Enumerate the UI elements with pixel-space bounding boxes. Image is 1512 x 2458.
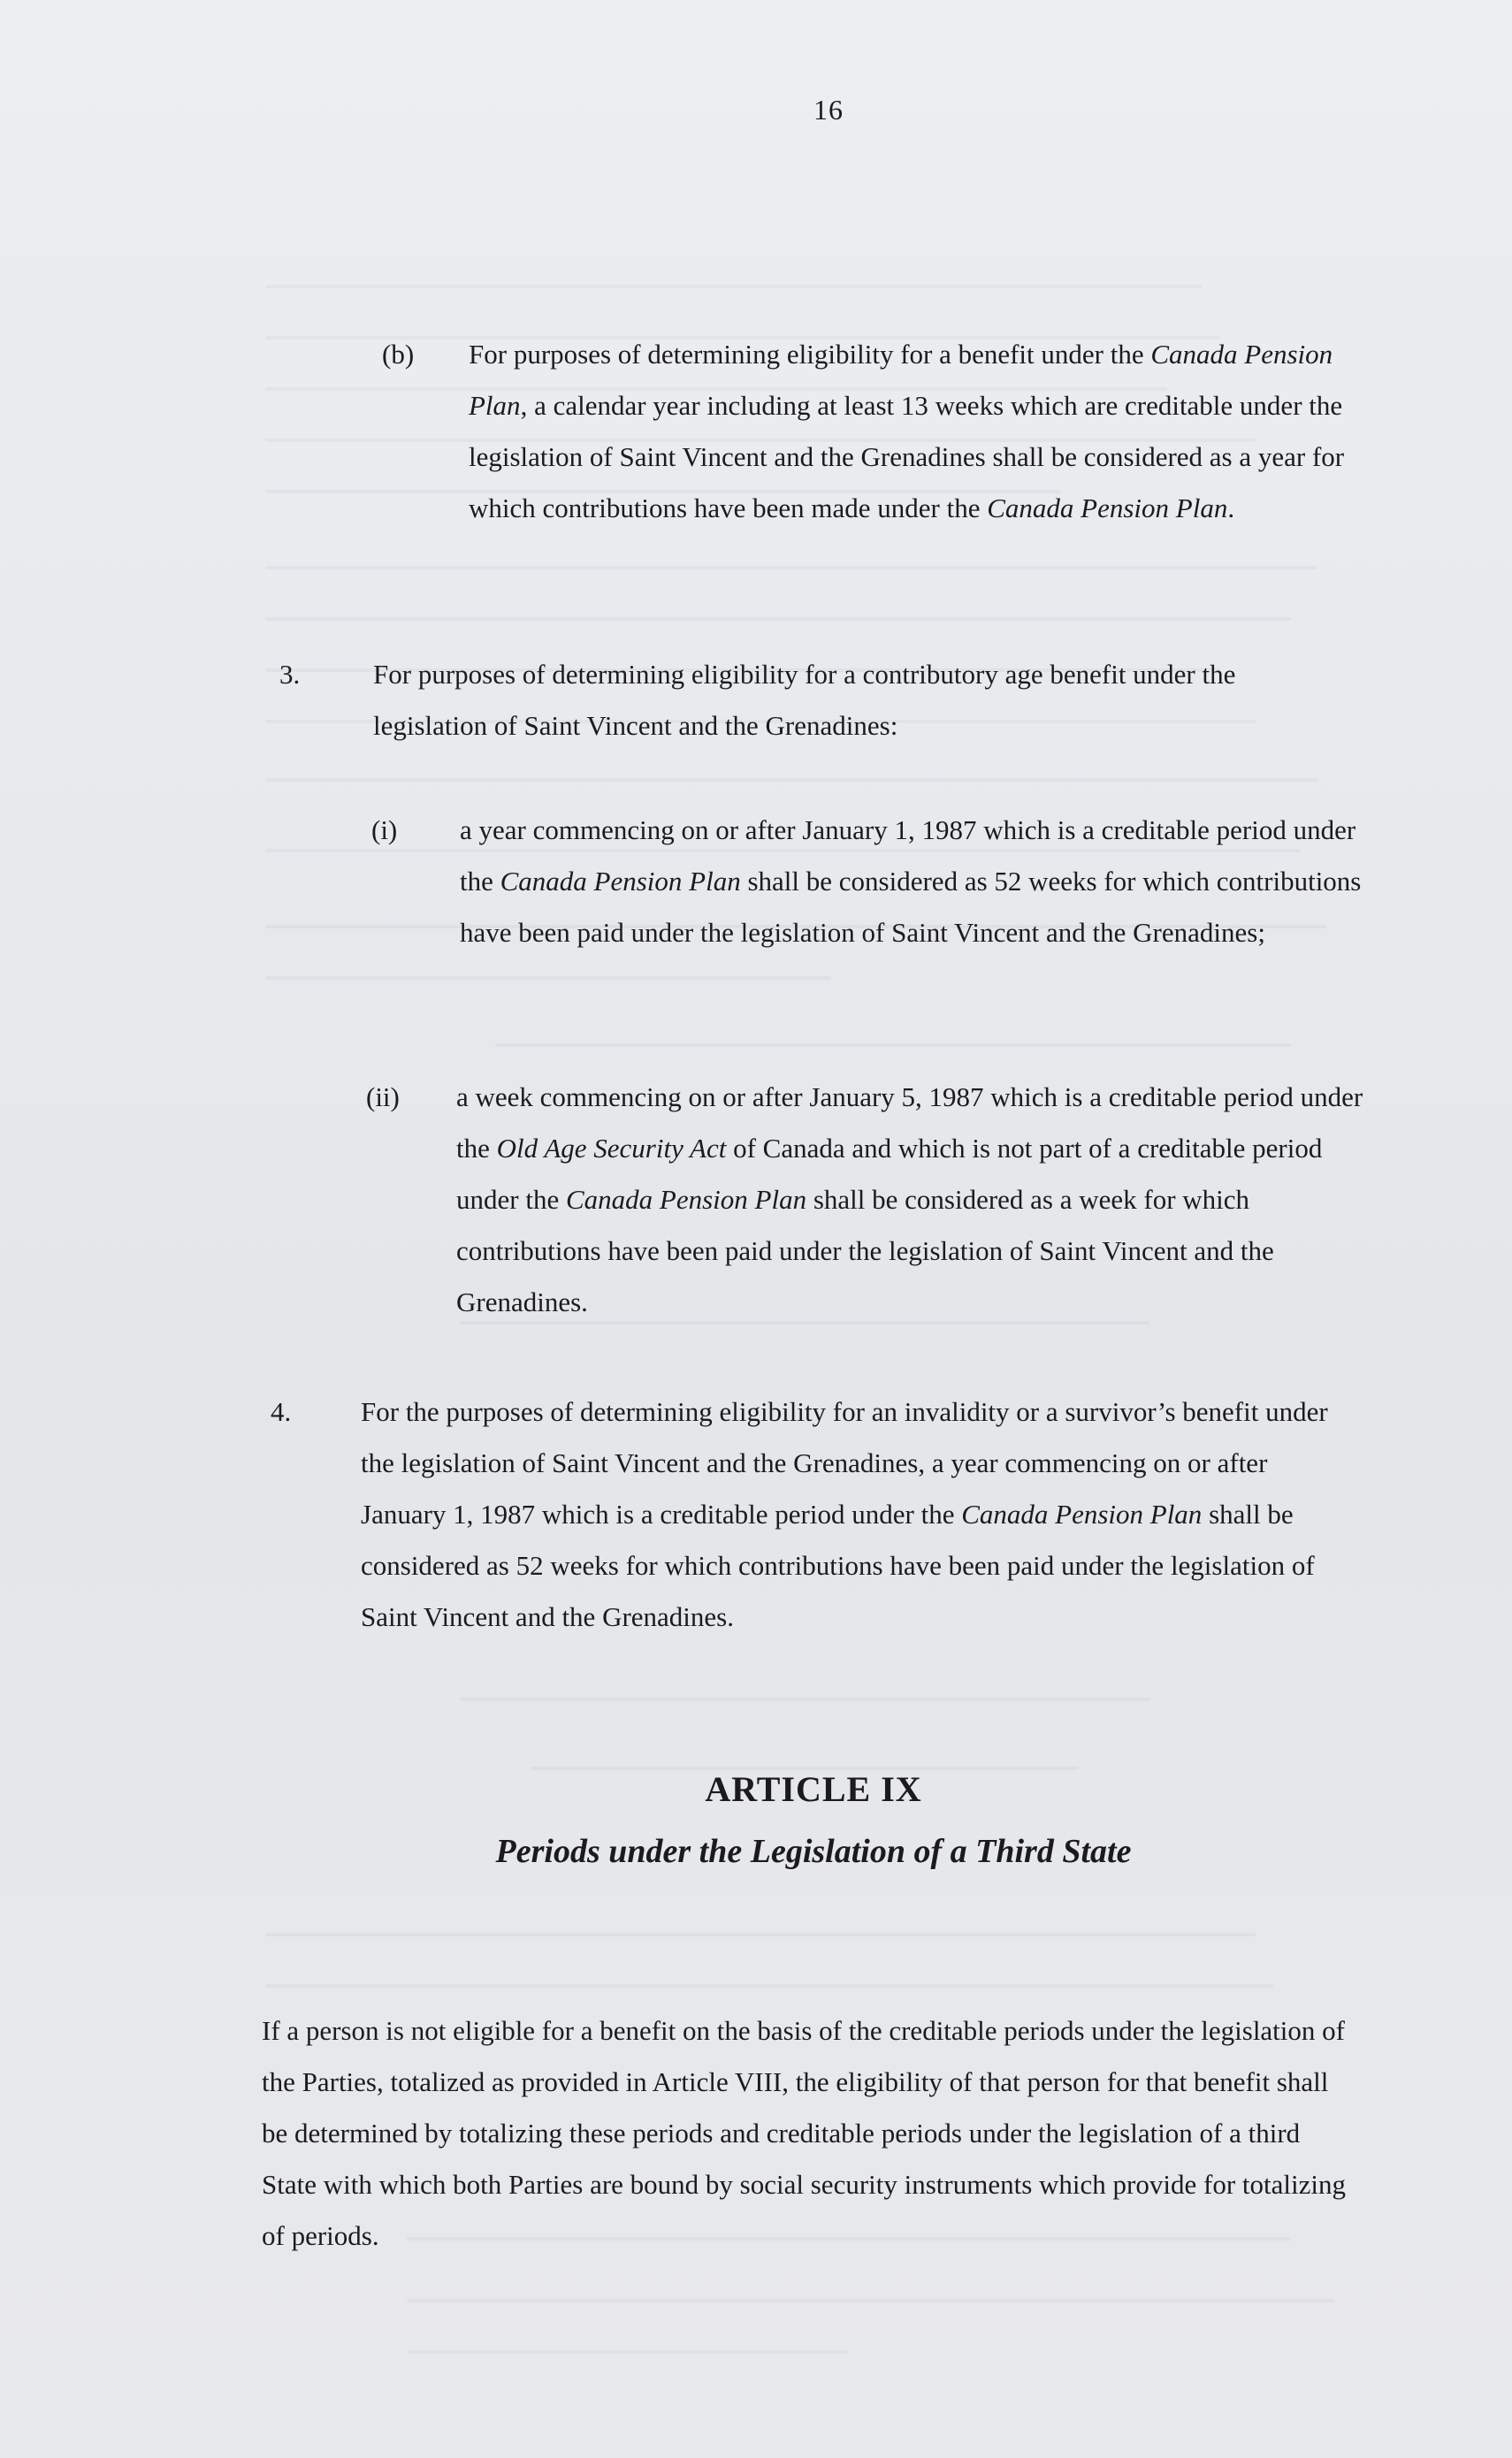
item-ii-text-part1: a week commencing on or after January 5, 1987 which is a creditable period under the — [456, 1081, 1363, 1164]
article-heading: ARTICLE IX — [705, 1769, 922, 1809]
paragraph-b-act-name-1: Canada Pension Plan — [469, 339, 1333, 421]
item-ii-text-part3: shall be considered as a week for which contributions have been paid under the legislation of Saint Vincent and the Grenadines. — [456, 1184, 1274, 1317]
paragraph-b-text-part2: , a calendar year including at least 13 weeks which are creditable under the legislation of Saint Vincent and the Grenadines shall be considered as a year for which contributions have been made under the — [469, 390, 1345, 523]
paragraph-b-text — [469, 329, 1379, 534]
item-i-marker: (i) — [371, 814, 398, 845]
paragraph-b-act-name-2: Canada Pension Plan — [987, 492, 1228, 523]
article-body: If a person is not eligible for a benefit on the basis of the creditable periods under the legislation of the Parties, totalized as provided in Article VIII, the eligibility of that person for that benefit shall be determined by totalizing these periods and creditable periods under the legislation of a third State with which both Parties are bound by social security instruments which provide for totalizing of periods. — [262, 2015, 1346, 2251]
paragraph-3-marker: 3. — [279, 659, 301, 690]
article-subheading: Periods under the Legislation of a Third State — [495, 1833, 1132, 1870]
paragraph-b-marker: (b) — [382, 339, 415, 370]
item-ii-marker: (ii) — [366, 1081, 400, 1112]
item-ii-text-part2: of Canada and which is not part of a creditable period under the — [456, 1133, 1323, 1215]
paragraph-4-text — [361, 1386, 1353, 1643]
item-i-text-part2: shall be considered as 52 weeks for which contributions have been paid under the legislation of Saint Vincent and the Grenadines; — [460, 866, 1362, 948]
item-i-text — [460, 805, 1379, 958]
paragraph-4-text-part1: For the purposes of determining eligibility for an invalidity or a survivor’s benefit under the legislation of Saint Vincent and the Grenadines, a year commencing on or after January 1, 1987 which is a creditable period under the — [361, 1396, 1328, 1530]
page-number: 16 — [813, 94, 844, 126]
paragraph-b-text-part1: For purposes of determining eligibility for a benefit under the — [469, 339, 1151, 370]
item-ii-act-name-2: Canada Pension Plan — [565, 1184, 807, 1215]
item-i-text-part1: a year commencing on or after January 1, 1987 which is a creditable period under the — [460, 814, 1356, 897]
paragraph-3-text: For purposes of determining eligibility for a contributory age benefit under the legislation of Saint Vincent and the Grenadines: — [373, 659, 1236, 741]
item-ii-text — [456, 1072, 1381, 1328]
paragraph-b-text-part3: . — [1227, 492, 1235, 523]
paragraph-4-marker: 4. — [271, 1396, 292, 1427]
item-ii-act-name-1: Old Age Security Act — [496, 1133, 727, 1164]
paragraph-4-act-name: Canada Pension Plan — [961, 1499, 1203, 1530]
item-i-act-name: Canada Pension Plan — [500, 866, 741, 897]
paragraph-4-text-part2: shall be considered as 52 weeks for which contributions have been paid under the legislation of Saint Vincent and the Grenadines. — [361, 1499, 1315, 1632]
